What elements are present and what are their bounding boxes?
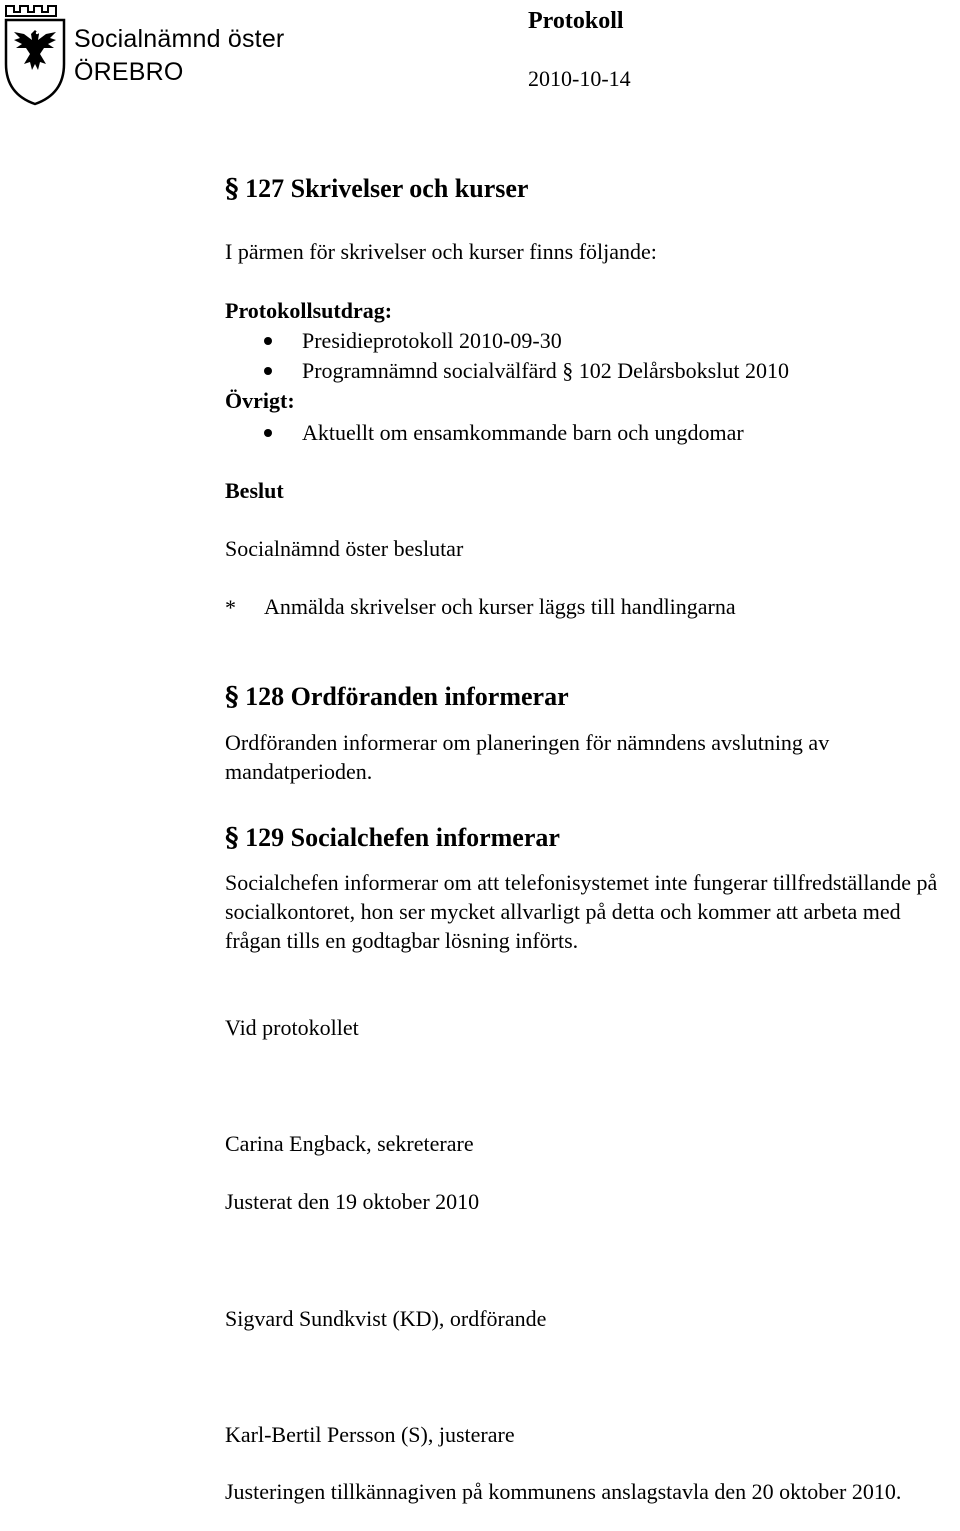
document-date: 2010-10-14 [528, 66, 631, 91]
decision-marker: * [225, 595, 236, 620]
bullet-icon [264, 429, 272, 437]
section-127-title: 127 Skrivelser och kurser [245, 174, 529, 203]
section-128-heading [225, 684, 569, 710]
section-129-text: Socialchefen informerar om att telefonisystemet inte fungerar tillfredställande på socialkontoret, hon ser mycket allvarligt på detta och kommer att arbeta med frågan tills en godtagbar lösning införts. [225, 870, 938, 953]
coat-of-arms-icon [2, 2, 68, 106]
bullet-icon [264, 367, 272, 375]
orebro-logo [2, 2, 302, 108]
list-item: Aktuellt om ensamkommande barn och ungdomar [302, 420, 744, 445]
secretary-signature: Carina Engback, sekreterare [225, 1131, 474, 1156]
document-type: Protokoll [528, 8, 624, 34]
section-129-title: 129 Socialchefen informerar [245, 823, 560, 852]
protokollsutdrag-label: Protokollsutdrag: [225, 298, 393, 323]
list-item: Presidieprotokoll 2010-09-30 [302, 328, 562, 353]
section-129-heading [225, 825, 560, 851]
section-sign: § [225, 823, 239, 853]
section-128-title: 128 Ordföranden informerar [245, 682, 569, 711]
announcement-notice: Justeringen tillkännagiven på kommunens anslagstavla den 20 oktober 2010. [225, 1479, 902, 1504]
adjuster-signature: Karl-Bertil Persson (S), justerare [225, 1422, 515, 1447]
ovrigt-label: Övrigt: [225, 388, 295, 413]
section-sign: § [225, 682, 239, 712]
section-sign: § [225, 174, 239, 204]
beslut-label: Beslut [225, 478, 284, 503]
section-127-heading [225, 176, 528, 202]
org-name: Socialnämnd öster [74, 25, 285, 53]
adjusted-date: Justerat den 19 oktober 2010 [225, 1189, 480, 1214]
chair-signature: Sigvard Sundkvist (KD), ordförande [225, 1306, 547, 1331]
section-128-text: Ordföranden informerar om planeringen för nämndens avslutning av mandatperioden. [225, 730, 830, 784]
beslut-text: Socialnämnd öster beslutar [225, 536, 464, 561]
vid-protokollet: Vid protokollet [225, 1015, 359, 1040]
list-item: Programnämnd socialvälfärd § 102 Delårsbokslut 2010 [302, 358, 789, 383]
decision-text: Anmälda skrivelser och kurser läggs till handlingarna [264, 594, 736, 619]
bullet-icon [264, 337, 272, 345]
org-city: ÖREBRO [74, 58, 184, 86]
section-127-intro: I pärmen för skrivelser och kurser finns följande: [225, 239, 657, 264]
